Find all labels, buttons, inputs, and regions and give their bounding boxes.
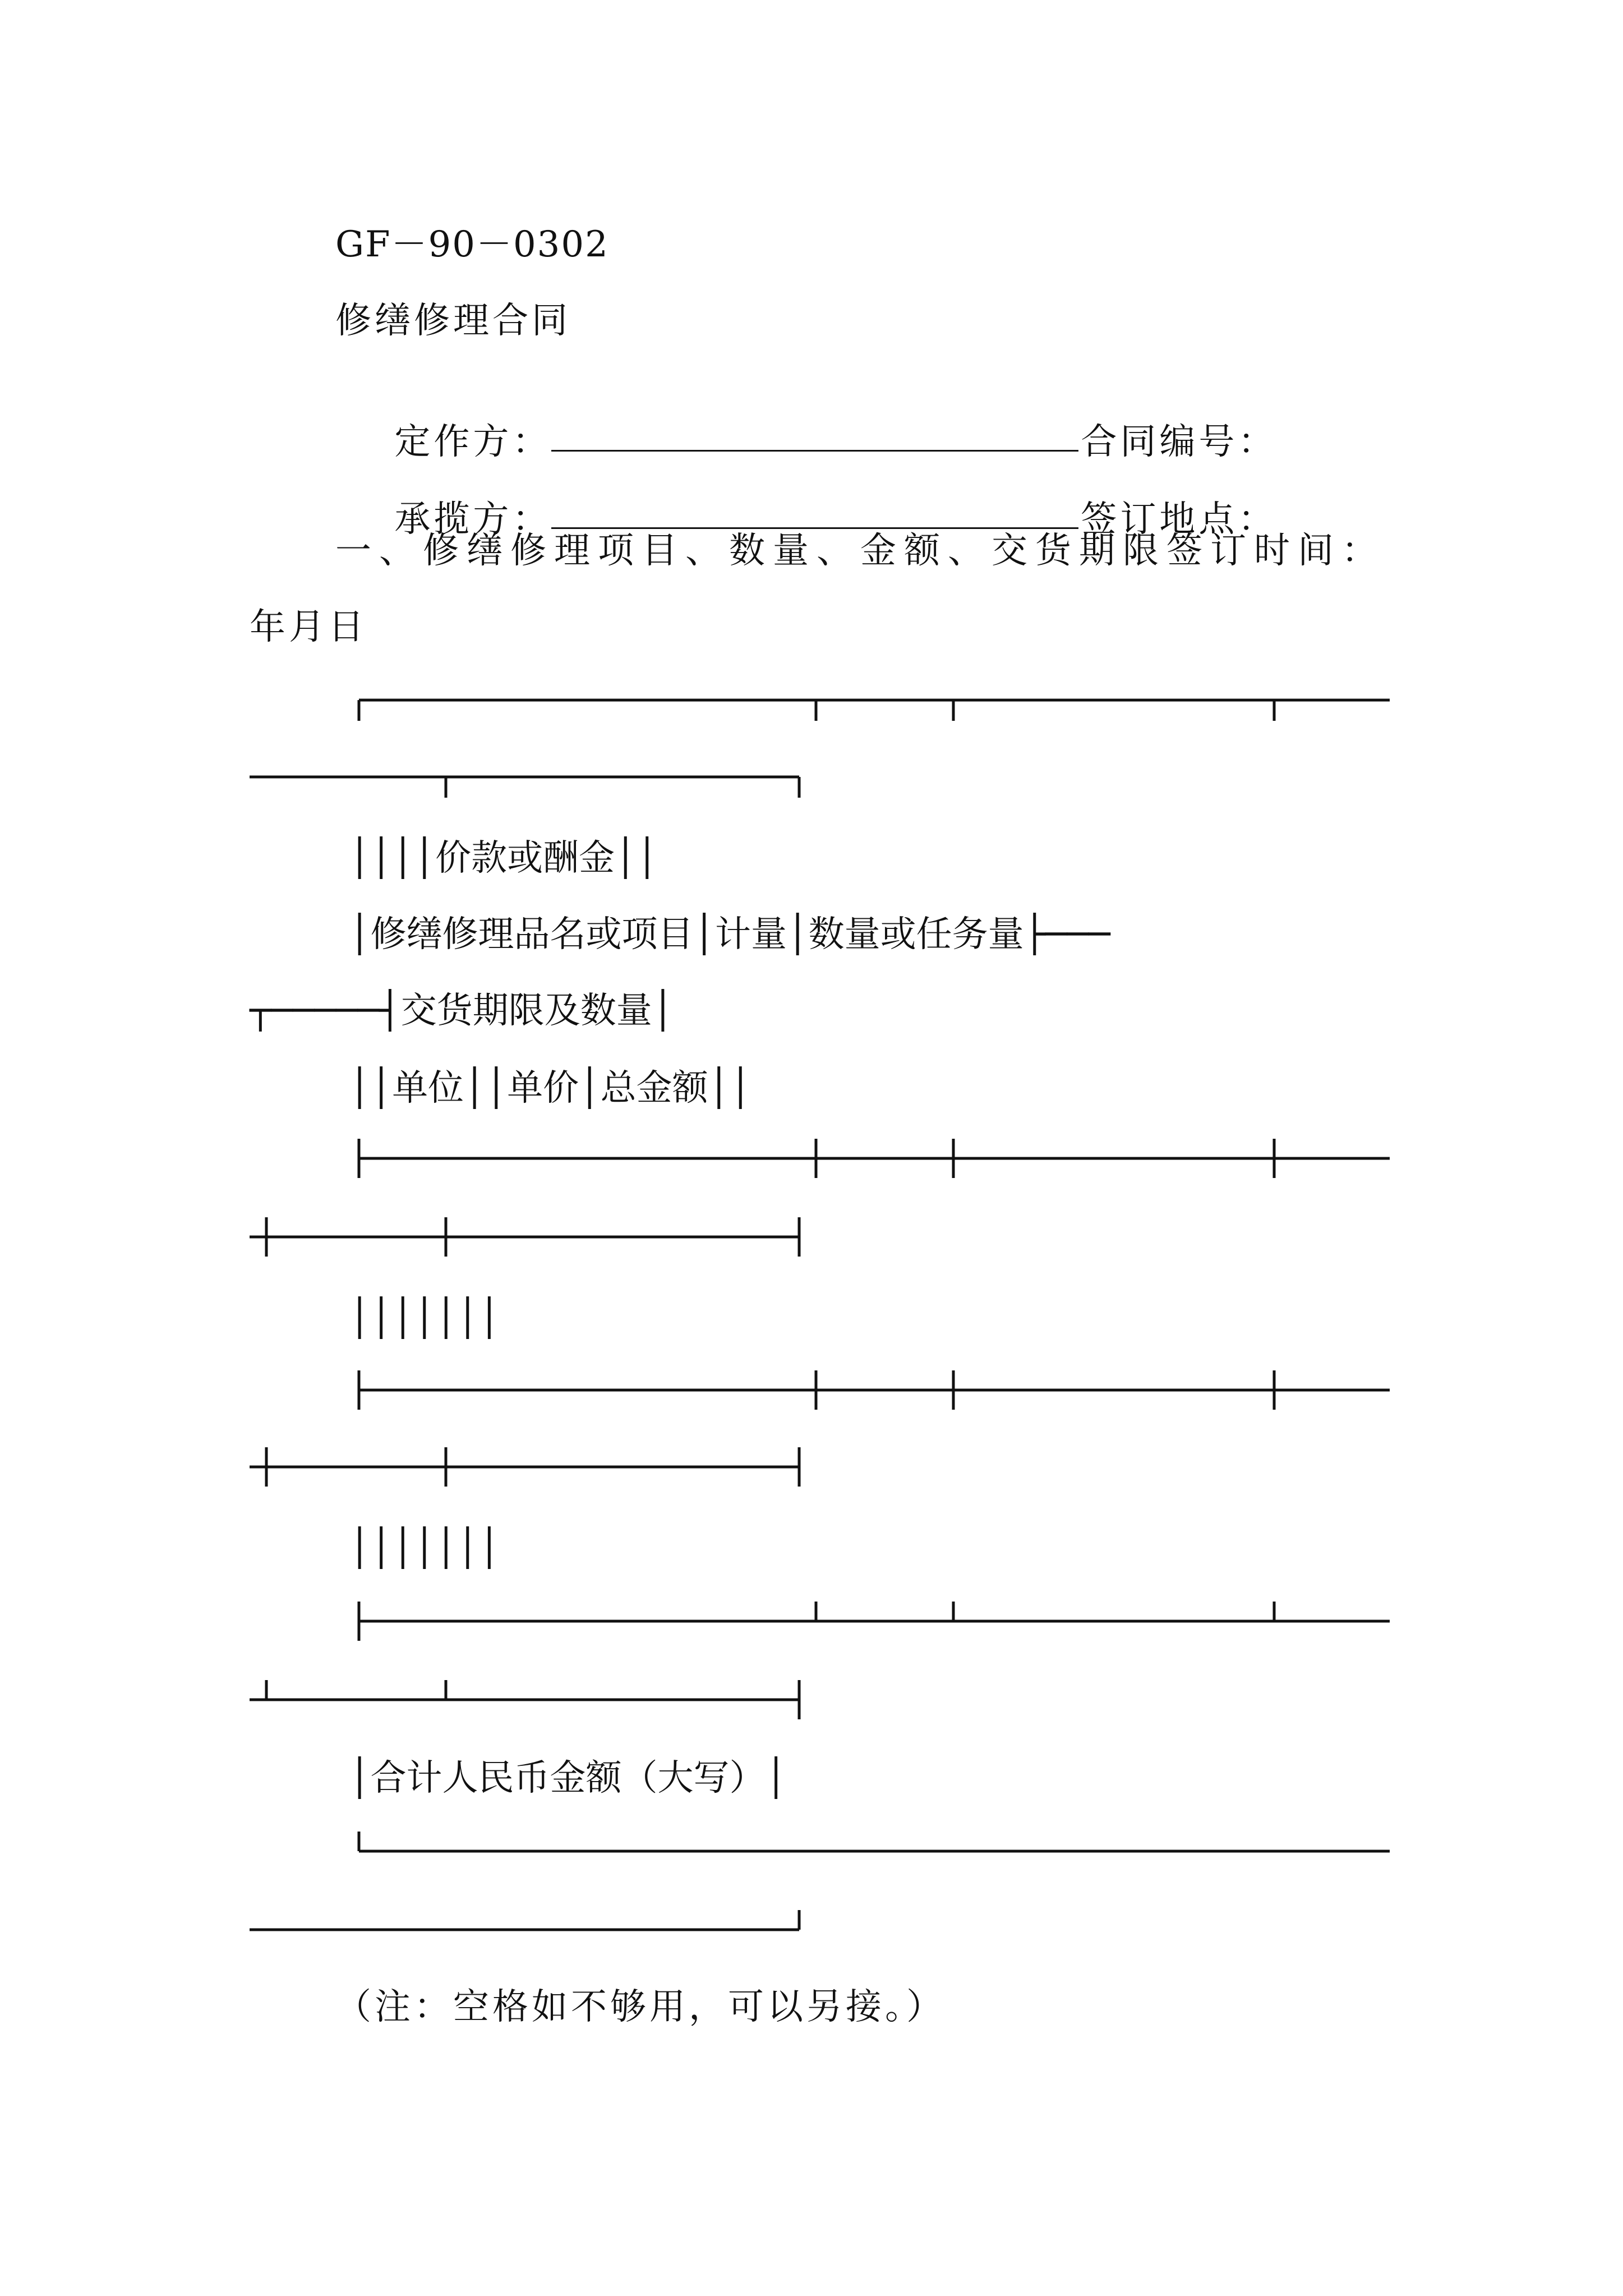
form-code: GF－90－0302	[335, 224, 609, 265]
table-total-row: │合计人民币金额（大写）│	[349, 1757, 787, 1799]
table-row-delivery-header: ┬─────┤交货期限及数量│	[250, 990, 674, 1032]
table-empty-row: │││││││	[349, 1297, 500, 1339]
contract-no-label: 合同编号：	[1081, 421, 1278, 463]
table-row-units-header: ││单位││单价│总金额││	[349, 1068, 751, 1109]
section-1-heading: 一、修缮修理项目、数量、金额、交货期限签订时间：	[335, 530, 1385, 572]
party-a-label: 定作方：	[394, 421, 552, 463]
table-row-price-header: ││││价款或酬金││	[349, 838, 658, 879]
party-b-label: 承揽方：	[394, 499, 552, 540]
table-empty-row: │││││││	[349, 1527, 500, 1569]
section-1-date: 年月日	[250, 606, 367, 648]
page-title: 修缮修理合同	[335, 300, 571, 342]
footnote: （注：空格如不够用，可以另接。）	[335, 1986, 946, 2028]
sign-place-label: 签订地点：	[1081, 499, 1278, 540]
table-row-item-header: │修缮修理品名或项目│计量│数量或任务量├───	[349, 914, 1110, 955]
